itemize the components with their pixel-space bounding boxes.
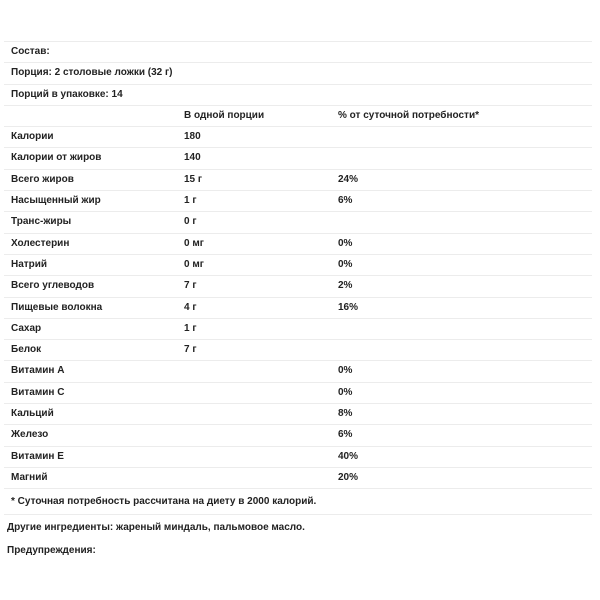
daily-value-header: % от суточной потребности* [338, 109, 479, 121]
footnote-row [4, 489, 592, 515]
table-row [4, 276, 592, 297]
table-row [4, 298, 592, 319]
nutrient-name: Транс-жиры [11, 216, 72, 228]
nutrient-daily-value: 2% [338, 280, 353, 292]
nutrient-name: Всего жиров [11, 173, 74, 185]
nutrient-amount: 1 г [184, 195, 197, 207]
nutrient-daily-value: 6% [338, 195, 353, 207]
nutrient-daily-value: 0% [338, 365, 353, 377]
nutrient-amount: 7 г [184, 280, 197, 292]
nutrient-amount: 0 г [184, 216, 197, 228]
table-row [4, 361, 592, 382]
other-ingredients: Другие ингредиенты: жареный миндаль, пальмовое масло. [7, 522, 305, 533]
table-row [4, 340, 592, 361]
nutrient-name: Витамин Е [11, 450, 64, 462]
nutrient-daily-value: 0% [338, 386, 353, 398]
daily-value-footnote: * Суточная потребность рассчитана на диету в 2000 калорий. [11, 496, 317, 508]
nutrient-amount: 140 [184, 152, 201, 164]
table-row [4, 234, 592, 255]
nutrient-amount: 4 г [184, 301, 197, 313]
nutrient-name: Калории [11, 131, 54, 143]
table-row [4, 255, 592, 276]
nutrient-name: Натрий [11, 258, 48, 270]
nutrient-daily-value: 6% [338, 429, 353, 441]
table-row [4, 319, 592, 340]
table-row [4, 212, 592, 233]
nutrient-name: Пищевые волокна [11, 301, 103, 313]
table-row [4, 425, 592, 446]
nutrient-daily-value: 40% [338, 450, 359, 462]
nutrient-name: Всего углеводов [11, 280, 95, 292]
serving-size: Порция: 2 столовые ложки (32 г) [11, 67, 173, 79]
nutrient-name: Калории от жиров [11, 152, 102, 164]
table-row [4, 447, 592, 468]
nutrient-name: Витамин А [11, 365, 65, 377]
nutrient-name: Белок [11, 344, 42, 356]
nutrient-daily-value: 0% [338, 237, 353, 249]
table-row [4, 404, 592, 425]
table-row [4, 148, 592, 169]
nutrient-name: Насыщенный жир [11, 195, 101, 207]
composition-row [4, 42, 592, 63]
nutrient-name: Сахар [11, 322, 42, 334]
nutrient-name: Кальций [11, 408, 54, 420]
table-row [4, 191, 592, 212]
table-row [4, 170, 592, 191]
table-row [4, 468, 592, 489]
nutrient-amount: 15 г [184, 173, 203, 185]
nutrient-amount: 0 мг [184, 237, 204, 249]
composition-title: Состав: [11, 46, 50, 57]
table-row [4, 127, 592, 148]
nutrient-amount: 0 мг [184, 258, 204, 270]
nutrient-name: Витамин С [11, 386, 65, 398]
warnings-heading: Предупреждения: [7, 545, 96, 556]
nutrient-daily-value: 0% [338, 258, 353, 270]
nutrient-amount: 1 г [184, 322, 197, 334]
nutrient-name: Холестерин [11, 237, 70, 249]
nutrient-amount: 180 [184, 131, 201, 143]
table-header-row [4, 106, 592, 127]
nutrient-daily-value: 24% [338, 173, 359, 185]
servings-per-container: Порций в упаковке: 14 [11, 88, 123, 100]
servings-per-container-row [4, 85, 592, 106]
nutrient-amount: 7 г [184, 344, 197, 356]
nutrition-facts-table [4, 41, 592, 515]
serving-size-row [4, 63, 592, 84]
per-serving-header: В одной порции [184, 109, 265, 121]
nutrient-daily-value: 16% [338, 301, 359, 313]
nutrient-daily-value: 8% [338, 408, 353, 420]
nutrient-daily-value: 20% [338, 471, 359, 483]
table-row [4, 383, 592, 404]
nutrient-name: Магний [11, 471, 48, 483]
nutrient-name: Железо [11, 429, 49, 441]
